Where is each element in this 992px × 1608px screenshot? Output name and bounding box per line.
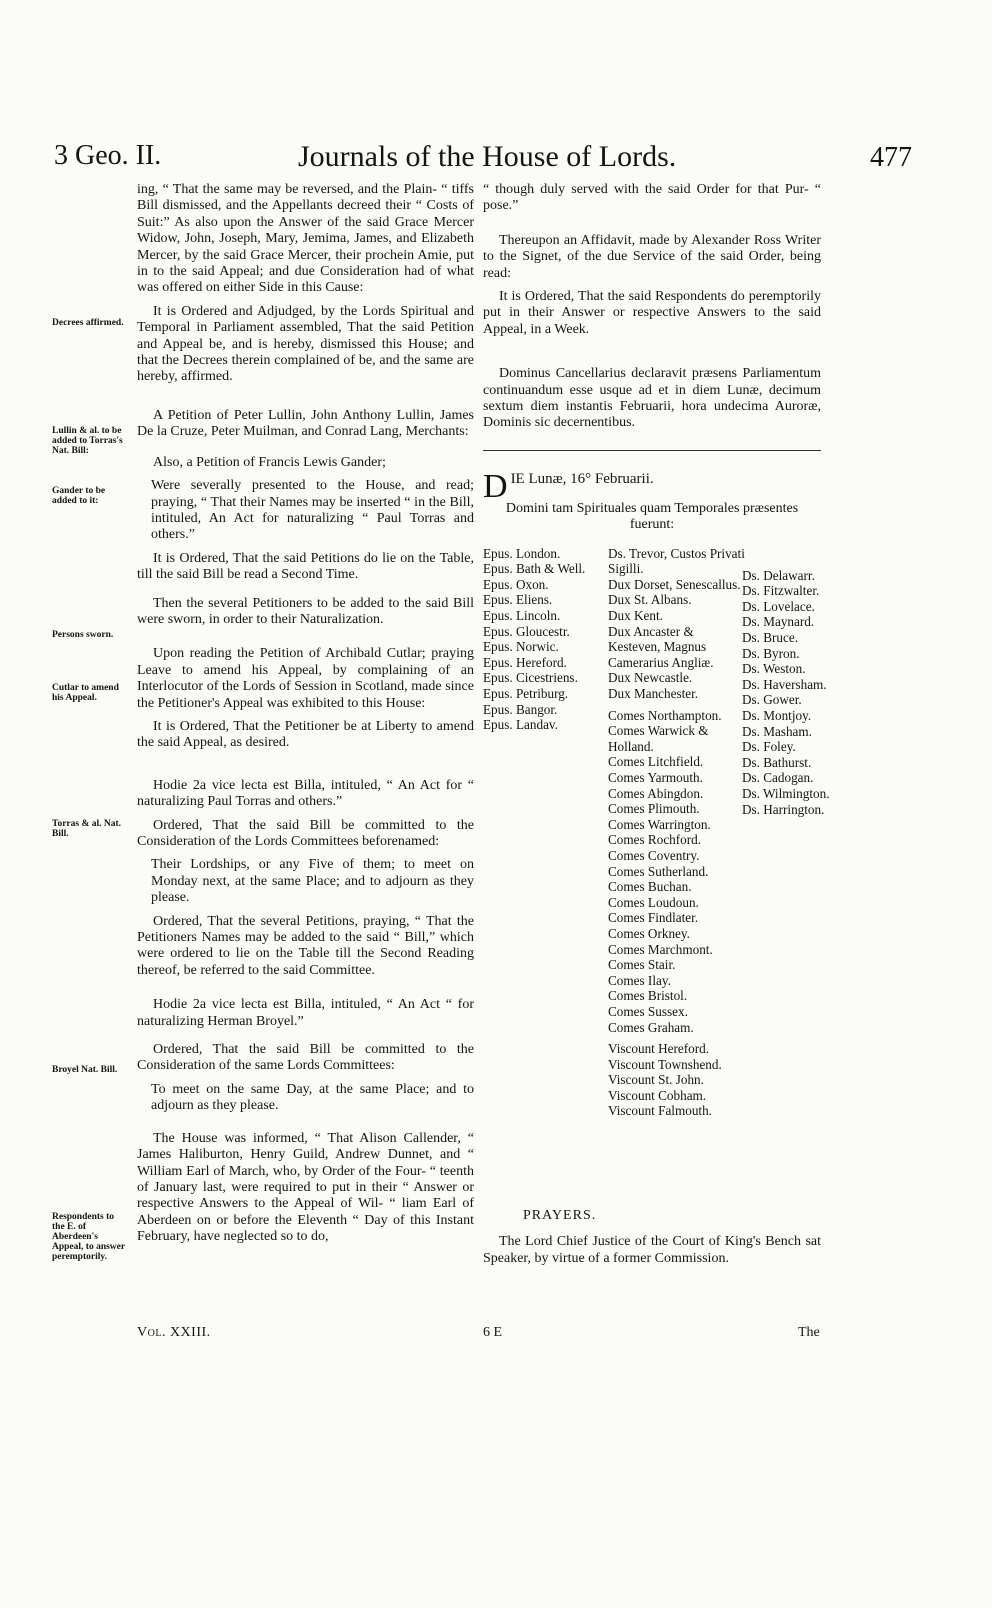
attendee-officers-3: Dux Kent. (608, 608, 663, 624)
paragraph: Were severally presented to the House, and read; praying, “ That their Names may be inserted “ in the Bill, intituled, An Act for naturalizing “ Paul Torras and others.” (151, 478, 474, 543)
attendee-bishops-10: Epus. Bangor. (483, 701, 558, 717)
prorogation-paragraph: Dominus Cancellarius declaravit præsens Parliamentum continuandum esse usque ad et in diem Lunæ, decimum sextum diem instantis Februarii, hora undecima Auroræ, Dominis sic decernentibus. (483, 366, 821, 431)
attendee-barons-13: Ds. Cadogan. (742, 770, 814, 786)
page-number: 477 (870, 142, 912, 173)
attendee-barons-1: Ds. Fitzwalter. (742, 583, 820, 599)
attendee-bishops-6: Epus. Norwic. (483, 639, 559, 655)
attendee-earls-16: Comes Ilay. (608, 972, 671, 988)
earls-group (608, 708, 746, 1035)
attendee-earls-14: Comes Marchmont. (608, 941, 713, 957)
attendee-viscounts-2: Viscount St. John. (608, 1072, 704, 1088)
paragraph: Ordered, That the said Bill be committed to the Consideration of the same Lords Committees: (137, 1042, 474, 1074)
attendee-earls-12: Comes Findlater. (608, 910, 699, 926)
attendee-barons-14: Ds. Wilmington. (742, 786, 830, 801)
attendee-barons-7: Ds. Haversham. (742, 676, 827, 692)
attendee-viscounts-0: Viscount Hereford. (608, 1041, 710, 1057)
paragraph: It is Ordered, That the said Respondents do peremptorily put in their Answer or respective Answers to the said Appeal, in a Week. (483, 289, 821, 337)
paragraph: Ordered, That the said Bill be committed to the Consideration of the Lords Committees beforenamed: (137, 817, 474, 849)
attendee-bishops-5: Epus. Gloucestr. (483, 623, 570, 639)
attendee-bishops-4: Epus. Lincoln. (483, 608, 561, 624)
margin-note-decrees: Decrees affirmed. (52, 318, 124, 328)
attendee-bishops-9: Epus. Petriburg. (483, 686, 569, 702)
margin-note-respondents: Respondents to the E. of Aberdeen's Appeal, to answer peremptorily. (52, 1212, 125, 1262)
attendee-bishops-2: Epus. Oxon. (483, 576, 549, 592)
viscounts-group (608, 1041, 746, 1119)
margin-note-gander: Gander to be added to it: (52, 486, 106, 506)
attendee-officers-0: Ds. Trevor, Custos Privati Sigilli. (608, 545, 745, 577)
attendee-barons-2: Ds. Lovelace. (742, 598, 815, 614)
lords-list (608, 546, 746, 1125)
attendee-earls-18: Comes Sussex. (608, 1003, 688, 1019)
attendee-officers-2: Dux St. Albans. (608, 592, 692, 608)
regnal-year: 3 Geo. II. (54, 140, 162, 171)
attendee-earls-13: Comes Orkney. (608, 925, 690, 941)
attendee-earls-19: Comes Graham. (608, 1019, 694, 1035)
attendee-officers-4: Dux Ancaster & Kesteven, Magnus Camerarius Angliæ. (608, 623, 714, 670)
attendance-list (483, 545, 830, 1186)
attendee-earls-10: Comes Buchan. (608, 879, 692, 895)
attendee-barons-12: Ds. Bathurst. (742, 754, 812, 770)
paragraph: It is Ordered, That the said Petitions do lie on the Table, till the said Bill be read a Second Time. (137, 550, 474, 583)
bishops-list (483, 546, 601, 733)
paragraph: A Petition of Peter Lullin, John Anthony Lullin, James De la Cruze, Peter Muilman, and Conrad Lang, Merchants: (137, 407, 474, 440)
margin-note-cutlar: Cutlar to amend his Appeal. (52, 683, 119, 703)
attendee-bishops-3: Epus. Eliens. (483, 592, 553, 608)
attendee-earls-6: Comes Warrington. (608, 816, 711, 832)
margin-note-lullin: Lullin & al. to be added to Torras's Nat. Bill: (52, 426, 123, 456)
section-divider (483, 450, 821, 451)
attendee-barons-6: Ds. Weston. (742, 661, 806, 677)
attendee-earls-4: Comes Abingdon. (608, 785, 704, 801)
attendee-earls-9: Comes Sutherland. (608, 863, 709, 879)
margin-note-broyel: Broyel Nat. Bill. (52, 1065, 118, 1075)
attendee-earls-11: Comes Loudoun. (608, 894, 699, 910)
attendee-officers-5: Dux Newcastle. (608, 670, 693, 686)
attendee-barons-8: Ds. Gower. (742, 692, 802, 708)
attendee-earls-15: Comes Stair. (608, 957, 676, 973)
running-title: Journals of the House of Lords. (298, 140, 677, 173)
signature-mark: 6 E (483, 1325, 503, 1340)
attendee-barons-15: Ds. Harrington. (742, 801, 825, 817)
paragraph: Hodie 2a vice lecta est Billa, intituled, “ An Act “ for naturalizing Herman Broyel.” (137, 997, 474, 1029)
attendee-earls-3: Comes Yarmouth. (608, 770, 703, 785)
right-column (483, 182, 830, 1274)
attendee-viscounts-3: Viscount Cobham. (608, 1087, 707, 1103)
attendee-earls-0: Comes Northampton. (608, 707, 722, 723)
margin-note-torras: Torras & al. Nat. Bill. (52, 819, 122, 839)
paragraph: ing, “ That the same may be reversed, and the Plain- “ tiffs Bill dismissed, and the Appellants decreed their “ Costs of Suit:” As also upon the Answer of the said Grace Mercer Widow, John, Joseph, Mary, Jemima, James, and Elizabeth Mercer, by the said Grace Mercer, their prochein Amie, put in to the said Appeal; and due Consideration had of what was offered on either Side in this Cause: (137, 182, 474, 296)
paragraph: Ordered, That the several Petitions, praying, “ That the Petitioners Names may be added to the said “ Bill,” which were ordered to lie on the Table till the Second Reading thereof, be referred to the said Committee. (137, 913, 474, 978)
prayers-heading: PRAYERS. (523, 1207, 597, 1223)
paragraph: To meet on the same Day, at the same Place; and to adjourn as they please. (151, 1081, 474, 1114)
attendee-barons-5: Ds. Byron. (742, 645, 800, 661)
attendee-earls-7: Comes Rochford. (608, 832, 702, 848)
attendee-bishops-1: Epus. Bath & Well. (483, 561, 586, 577)
attendee-earls-1: Comes Warwick & Holland. (608, 723, 709, 754)
paragraph: “ though duly served with the said Order for that Pur- “ pose.” (483, 182, 821, 214)
paragraph: Also, a Petition of Francis Lewis Gander; (153, 454, 386, 470)
attendee-earls-17: Comes Bristol. (608, 988, 688, 1004)
attendee-bishops-11: Epus. Landav. (483, 717, 558, 733)
attendee-earls-2: Comes Litchfield. (608, 754, 704, 770)
attendee-barons-3: Ds. Maynard. (742, 614, 815, 630)
attendance-heading: Domini tam Spirituales quam Temporales præsentes fuerunt: (505, 500, 799, 533)
paragraph: The Lord Chief Justice of the Court of King's Bench sat Speaker, by virtue of a former Commission. (483, 1234, 821, 1266)
attendee-officers-6: Dux Manchester. (608, 686, 699, 702)
paragraph: Upon reading the Petition of Archibald Cutlar; praying Leave to amend his Appeal, by complaining of an Interlocutor of the Lords of Session in Scotland, made since the Petitioner's Appeal was exhibited to this House: (137, 646, 474, 711)
barons-list (742, 568, 852, 818)
volume-number: Vol. XXIII. (137, 1325, 211, 1340)
attendee-barons-4: Ds. Bruce. (742, 630, 799, 646)
attendee-viscounts-1: Viscount Townshend. (608, 1056, 722, 1072)
attendee-bishops-8: Epus. Cicestriens. (483, 670, 578, 686)
left-column (137, 182, 474, 1253)
attendee-bishops-0: Epus. London. (483, 545, 561, 561)
attendee-earls-5: Comes Plimouth. (608, 801, 700, 817)
attendee-bishops-7: Epus. Hereford. (483, 654, 567, 670)
paragraph: Hodie 2a vice lecta est Billa, intituled, “ An Act for “ naturalizing Paul Torras and others.” (137, 777, 474, 810)
catchword: The (798, 1325, 820, 1340)
attendee-viscounts-4: Viscount Falmouth. (608, 1103, 712, 1119)
paragraph: It is Ordered, That the Petitioner be at Liberty to amend the said Appeal, as desired. (137, 718, 474, 751)
date-heading (483, 467, 821, 505)
attendee-barons-9: Ds. Montjoy. (742, 708, 812, 724)
attendee-barons-0: Ds. Delawarr. (742, 567, 815, 583)
attendee-earls-8: Comes Coventry. (608, 847, 700, 863)
officers-group (608, 546, 746, 702)
paragraph: Then the several Petitioners to be added to the said Bill were sworn, in order to their Naturalization. (137, 595, 474, 627)
drop-cap: D (483, 467, 508, 505)
date-heading-text: IE Lunæ, 16° Februarii. (510, 470, 654, 487)
attendee-barons-10: Ds. Masham. (742, 723, 812, 739)
paragraph: Thereupon an Affidavit, made by Alexander Ross Writer to the Signet, of the due Service of the said Order, being read: (483, 232, 821, 281)
margin-note-sworn: Persons sworn. (52, 630, 114, 640)
paragraph: Their Lordships, or any Five of them; to meet on Monday next, at the same Place; and to adjourn as they please. (151, 857, 474, 906)
paragraph: The House was informed, “ That Alison Callender, “ James Haliburton, Henry Guild, Andrew Dunnet, and “ William Earl of March, who, by Order of the Four- “ teenth of January last, were required to put in their “ Answer or respective Answers to the Appeal of Wil- “ liam Earl of Aberdeen on or before the Eleventh “ Day of this Instant February, have neglected so to do, (137, 1130, 474, 1245)
paragraph: It is Ordered and Adjudged, by the Lords Spiritual and Temporal in Parliament assembled, That the said Petition and Appeal be, and is hereby, dismissed this House; and that the Decrees therein complained of be, and the same are hereby, affirmed. (137, 303, 474, 385)
attendee-officers-1: Dux Dorset, Senescallus. (608, 576, 741, 592)
attendee-barons-11: Ds. Foley. (742, 739, 796, 755)
